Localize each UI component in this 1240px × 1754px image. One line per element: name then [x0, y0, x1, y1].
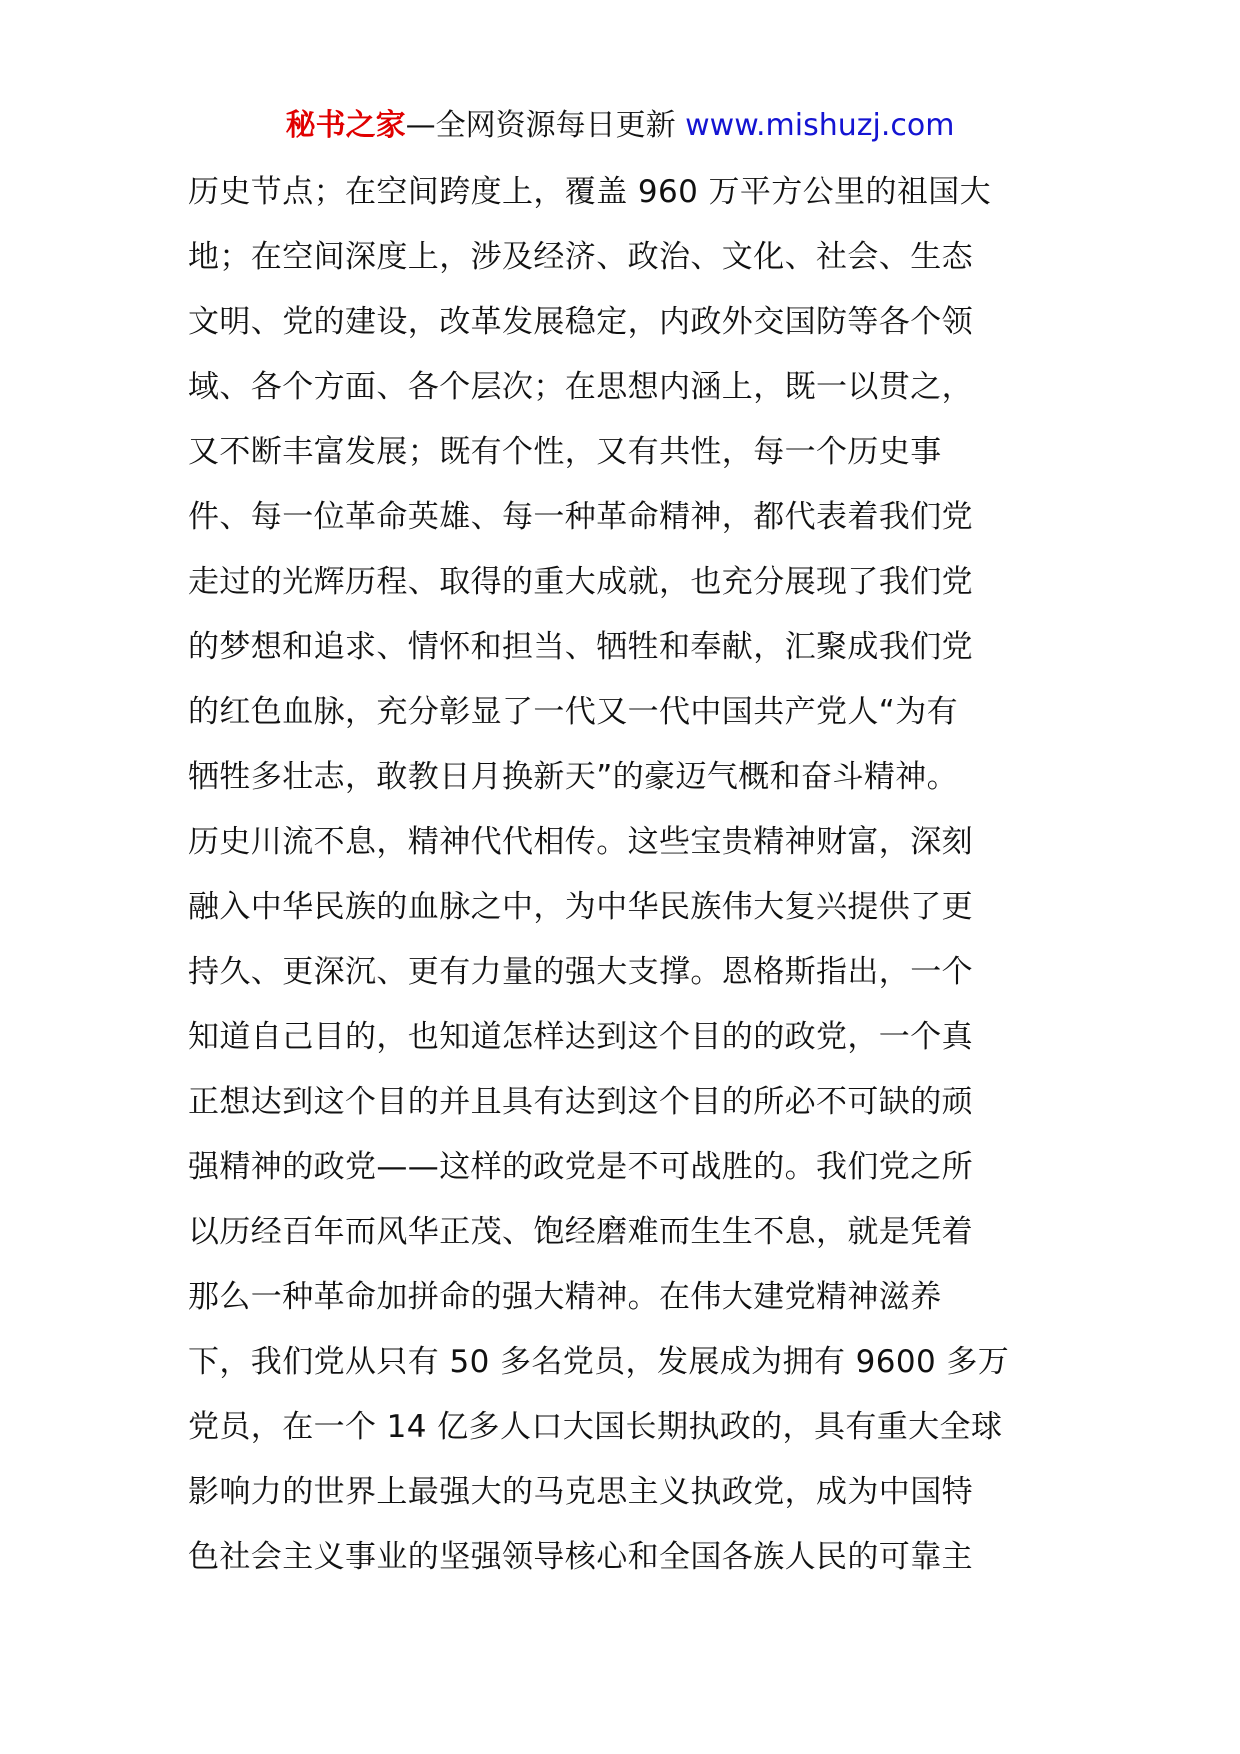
text-line: 历史川流不息，精神代代相传。这些宝贵精神财富，深刻: [188, 824, 973, 860]
text-line: 牺牲多壮志，敢教日月换新天”的豪迈气概和奋斗精神。: [188, 759, 959, 795]
text-line: 历史节点；在空间跨度上，覆盖 960 万平方公里的祖国大: [188, 174, 992, 210]
header-brand: 秘书之家: [285, 108, 406, 143]
header-url-link[interactable]: www.mishuzj.com: [685, 108, 955, 143]
text-line: 的红色血脉，充分彰显了一代又一代中国共产党人“为有: [188, 694, 959, 730]
text-line: 色社会主义事业的坚强领导核心和全国各族人民的可靠主: [188, 1539, 973, 1575]
text-line: 融入中华民族的血脉之中，为中华民族伟大复兴提供了更: [188, 889, 973, 925]
page-header: [0, 104, 1240, 148]
text-line: 党员，在一个 14 亿多人口大国长期执政的，具有重大全球: [188, 1409, 1003, 1445]
text-line: 域、各个方面、各个层次；在思想内涵上，既一以贯之，: [188, 369, 973, 405]
text-line: 又不断丰富发展；既有个性，又有共性，每一个历史事: [188, 434, 942, 470]
text-line: 知道自己目的，也知道怎样达到这个目的的政党，一个真: [188, 1019, 973, 1055]
text-line: 正想达到这个目的并且具有达到这个目的所必不可缺的顽: [188, 1084, 973, 1120]
text-line: 影响力的世界上最强大的马克思主义执政党，成为中国特: [188, 1474, 973, 1510]
text-line: 地；在空间深度上，涉及经济、政治、文化、社会、生态: [188, 239, 973, 275]
text-line: 强精神的政党——这样的政党是不可战胜的。我们党之所: [188, 1149, 973, 1185]
text-line: 走过的光辉历程、取得的重大成就，也充分展现了我们党: [188, 564, 973, 600]
text-line: 文明、党的建设，改革发展稳定，内政外交国防等各个领: [188, 304, 973, 340]
text-line: 的梦想和追求、情怀和担当、牺牲和奉献，汇聚成我们党: [188, 629, 973, 665]
body-text: [188, 160, 1058, 1590]
text-line: 持久、更深沉、更有力量的强大支撑。恩格斯指出，一个: [188, 954, 973, 990]
text-line: 件、每一位革命英雄、每一种革命精神，都代表着我们党: [188, 499, 973, 535]
text-line: 下，我们党从只有 50 多名党员，发展成为拥有 9600 多万: [188, 1344, 1010, 1380]
text-line: 以历经百年而风华正茂、饱经磨难而生生不息，就是凭着: [188, 1214, 973, 1250]
header-slogan: —全网资源每日更新: [405, 108, 686, 143]
text-line: 那么一种革命加拼命的强大精神。在伟大建党精神滋养: [188, 1279, 942, 1315]
